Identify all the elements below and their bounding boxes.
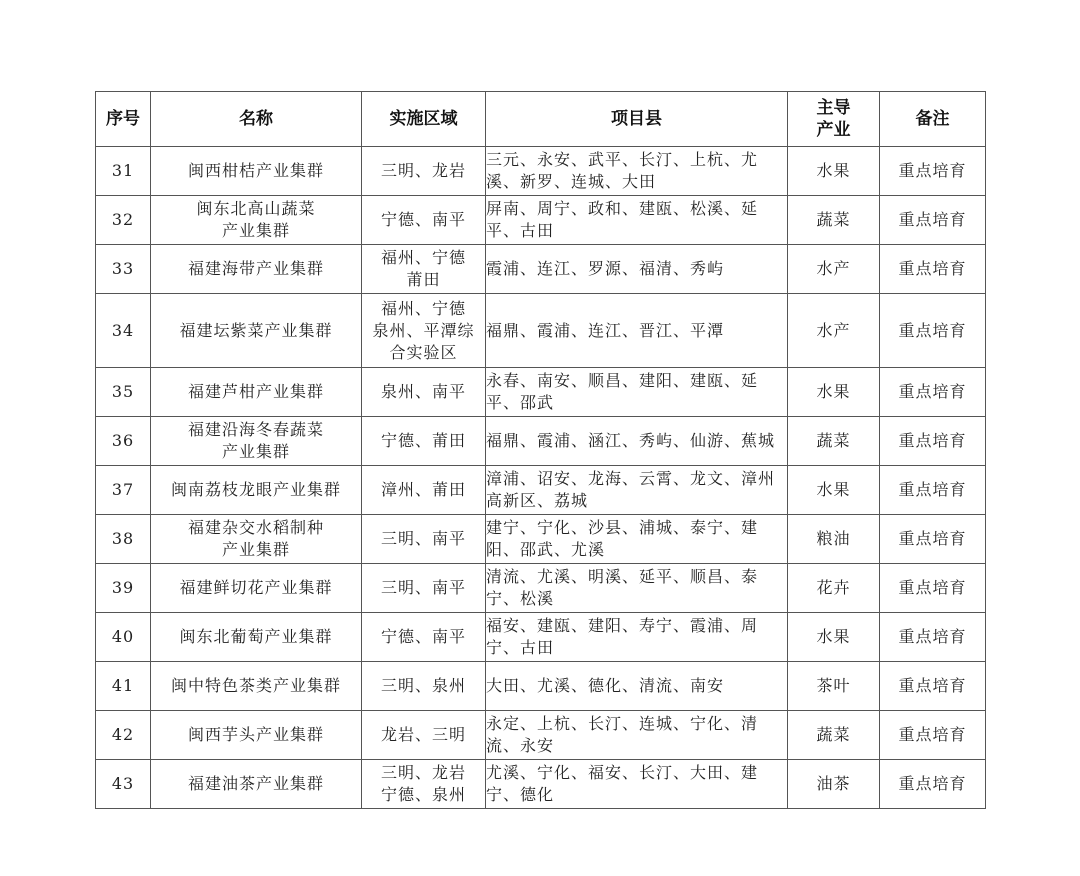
row-region-text: 三明、南平 [380, 529, 466, 548]
row-seq-text: 36 [111, 431, 135, 450]
row-region-text: 三明、龙岩 宁德、泉州 [380, 763, 466, 804]
row-note [880, 466, 986, 515]
row-name-text: 闽东北葡萄产业集群 [179, 627, 333, 646]
table-row [96, 711, 986, 760]
row-counties [486, 245, 788, 294]
row-counties [486, 760, 788, 809]
row-industry [788, 564, 880, 613]
row-counties-text: 永春、南安、顺昌、建阳、建瓯、延平、邵武 [486, 371, 759, 412]
row-region [362, 417, 486, 466]
row-region-text: 龙岩、三明 [380, 725, 466, 744]
row-note-text: 重点培育 [898, 725, 967, 744]
row-counties-text: 建宁、宁化、沙县、浦城、泰宁、建阳、邵武、尤溪 [486, 518, 759, 559]
row-name [151, 245, 362, 294]
row-counties-text: 清流、尤溪、明溪、延平、顺昌、泰宁、松溪 [486, 567, 759, 608]
row-note-text: 重点培育 [898, 259, 967, 278]
row-name [151, 515, 362, 564]
row-name-text: 福建油茶产业集群 [187, 774, 324, 793]
table-row [96, 147, 986, 196]
row-name [151, 760, 362, 809]
row-counties-text: 福鼎、霞浦、涵江、秀屿、仙游、蕉城 [486, 431, 776, 450]
row-note [880, 294, 986, 368]
row-name [151, 196, 362, 245]
row-region-text: 三明、南平 [380, 578, 466, 597]
row-industry [788, 515, 880, 564]
row-name [151, 711, 362, 760]
row-seq [96, 368, 151, 417]
row-note-text: 重点培育 [898, 161, 967, 180]
header-seq: 序号 [96, 92, 151, 147]
header-counties: 项目县 [486, 92, 788, 147]
row-region-text: 泉州、南平 [380, 382, 466, 401]
table-row [96, 515, 986, 564]
row-region-text: 三明、泉州 [380, 676, 466, 695]
row-note [880, 662, 986, 711]
row-seq-text: 34 [111, 320, 135, 340]
row-note-text: 重点培育 [898, 578, 967, 597]
row-region [362, 711, 486, 760]
row-note-text: 重点培育 [898, 210, 967, 229]
header-name: 名称 [151, 92, 362, 147]
row-note-text: 重点培育 [898, 382, 967, 401]
row-note [880, 147, 986, 196]
table-row [96, 245, 986, 294]
row-industry [788, 294, 880, 368]
row-industry-text: 水果 [816, 161, 851, 180]
row-note-text: 重点培育 [898, 480, 967, 499]
row-counties [486, 564, 788, 613]
row-seq-text: 33 [111, 259, 135, 278]
row-name [151, 662, 362, 711]
table-row [96, 564, 986, 613]
row-counties-text: 漳浦、诏安、龙海、云霄、龙文、漳州高新区、荔城 [486, 469, 776, 510]
table-row [96, 760, 986, 809]
row-name-text: 闽西柑桔产业集群 [187, 161, 324, 180]
row-seq-text: 43 [111, 774, 135, 793]
row-industry [788, 662, 880, 711]
table-row [96, 368, 986, 417]
row-name-text: 福建坛紫菜产业集群 [179, 320, 333, 340]
row-counties-text: 屏南、周宁、政和、建瓯、松溪、延平、古田 [486, 199, 759, 240]
row-name [151, 294, 362, 368]
row-industry [788, 466, 880, 515]
row-counties [486, 417, 788, 466]
table-row [96, 196, 986, 245]
row-seq-text: 41 [111, 676, 135, 695]
row-note [880, 417, 986, 466]
row-seq [96, 564, 151, 613]
row-name-text: 闽东北高山蔬菜 产业集群 [196, 199, 316, 240]
row-note [880, 564, 986, 613]
row-region [362, 368, 486, 417]
row-note [880, 760, 986, 809]
row-counties [486, 711, 788, 760]
row-name [151, 368, 362, 417]
row-region-text: 宁德、莆田 [380, 431, 466, 450]
row-industry-text: 蔬菜 [816, 431, 851, 450]
row-region [362, 245, 486, 294]
row-seq [96, 147, 151, 196]
row-region [362, 662, 486, 711]
row-note-text: 重点培育 [898, 529, 967, 548]
row-industry-text: 水果 [816, 627, 851, 646]
row-counties [486, 294, 788, 368]
row-seq-text: 35 [111, 382, 135, 401]
row-name-text: 福建鲜切花产业集群 [179, 578, 333, 597]
row-seq-text: 31 [111, 161, 135, 180]
row-counties [486, 368, 788, 417]
row-note [880, 196, 986, 245]
row-industry-text: 蔬菜 [816, 725, 851, 744]
row-industry [788, 417, 880, 466]
row-region-text: 三明、龙岩 [380, 161, 466, 180]
row-industry-text: 水产 [816, 259, 851, 278]
row-seq [96, 711, 151, 760]
row-seq-text: 37 [111, 480, 135, 499]
table-row [96, 613, 986, 662]
table-row [96, 466, 986, 515]
row-industry [788, 613, 880, 662]
row-name [151, 466, 362, 515]
row-region-text: 宁德、南平 [380, 210, 466, 229]
row-industry-text: 水果 [816, 480, 851, 499]
row-industry [788, 196, 880, 245]
row-note [880, 368, 986, 417]
row-region [362, 760, 486, 809]
row-name-text: 福建海带产业集群 [187, 259, 324, 278]
row-counties [486, 515, 788, 564]
row-industry [788, 760, 880, 809]
row-counties-text: 三元、永安、武平、长汀、上杭、尤溪、新罗、连城、大田 [486, 150, 759, 191]
row-note [880, 613, 986, 662]
row-industry-text: 蔬菜 [816, 210, 851, 229]
row-industry [788, 147, 880, 196]
row-seq [96, 613, 151, 662]
row-industry [788, 711, 880, 760]
row-industry-text: 花卉 [816, 578, 851, 597]
row-region-text: 福州、宁德 莆田 [380, 248, 466, 289]
row-note-text: 重点培育 [898, 431, 967, 450]
row-seq [96, 417, 151, 466]
row-counties-text: 大田、尤溪、德化、清流、南安 [486, 676, 725, 695]
row-seq [96, 466, 151, 515]
row-region [362, 613, 486, 662]
row-seq [96, 662, 151, 711]
row-counties-text: 永定、上杭、长汀、连城、宁化、清流、永安 [486, 714, 759, 755]
row-name [151, 147, 362, 196]
row-seq-text: 40 [111, 627, 135, 646]
row-industry [788, 368, 880, 417]
row-note [880, 245, 986, 294]
row-name-text: 闽西芋头产业集群 [187, 725, 324, 744]
row-counties [486, 613, 788, 662]
row-seq-text: 39 [111, 578, 135, 597]
row-note-text: 重点培育 [898, 676, 967, 695]
row-note-text: 重点培育 [898, 774, 967, 793]
row-region [362, 564, 486, 613]
row-name-text: 福建杂交水稻制种 产业集群 [187, 518, 324, 559]
row-name-text: 福建芦柑产业集群 [187, 382, 324, 401]
row-counties [486, 147, 788, 196]
row-note [880, 711, 986, 760]
row-seq [96, 245, 151, 294]
header-region: 实施区域 [362, 92, 486, 147]
header-note: 备注 [880, 92, 986, 147]
row-name [151, 613, 362, 662]
table-row [96, 294, 986, 368]
table-row [96, 662, 986, 711]
row-name [151, 417, 362, 466]
row-name-text: 福建沿海冬春蔬菜 产业集群 [187, 420, 324, 461]
row-industry-text: 粮油 [816, 529, 851, 548]
row-seq-text: 38 [111, 529, 135, 548]
row-region [362, 515, 486, 564]
row-region-text: 宁德、南平 [380, 627, 466, 646]
row-region [362, 147, 486, 196]
row-name-text: 闽中特色茶类产业集群 [170, 676, 341, 695]
row-region-text: 漳州、莆田 [380, 480, 466, 499]
row-industry-text: 水产 [816, 320, 851, 340]
header-row [96, 92, 986, 147]
row-seq-text: 32 [111, 210, 135, 229]
row-industry-text: 水果 [816, 382, 851, 401]
row-note-text: 重点培育 [898, 627, 967, 646]
row-region [362, 294, 486, 368]
row-name-text: 闽南荔枝龙眼产业集群 [170, 480, 341, 499]
table-row [96, 417, 986, 466]
row-industry-text: 油茶 [816, 774, 851, 793]
row-counties-text: 福鼎、霞浦、连江、晋江、平潭 [486, 320, 725, 340]
row-counties-text: 尤溪、宁化、福安、长汀、大田、建宁、德化 [486, 763, 759, 804]
table-body [96, 147, 986, 809]
row-counties [486, 466, 788, 515]
row-industry [788, 245, 880, 294]
row-seq [96, 196, 151, 245]
row-seq [96, 515, 151, 564]
header-industry: 主导 产业 [788, 92, 880, 147]
row-note-text: 重点培育 [898, 320, 967, 340]
row-counties-text: 霞浦、连江、罗源、福清、秀屿 [486, 259, 725, 278]
row-name [151, 564, 362, 613]
row-seq [96, 294, 151, 368]
row-counties-text: 福安、建瓯、建阳、寿宁、霞浦、周宁、古田 [486, 616, 759, 657]
row-counties [486, 662, 788, 711]
row-counties [486, 196, 788, 245]
row-seq-text: 42 [111, 725, 135, 744]
row-industry-text: 茶叶 [816, 676, 851, 695]
row-note [880, 515, 986, 564]
industry-cluster-table [95, 91, 986, 809]
row-region-text: 福州、宁德 泉州、平潭综 合实验区 [372, 298, 475, 362]
row-seq [96, 760, 151, 809]
row-region [362, 466, 486, 515]
row-region [362, 196, 486, 245]
